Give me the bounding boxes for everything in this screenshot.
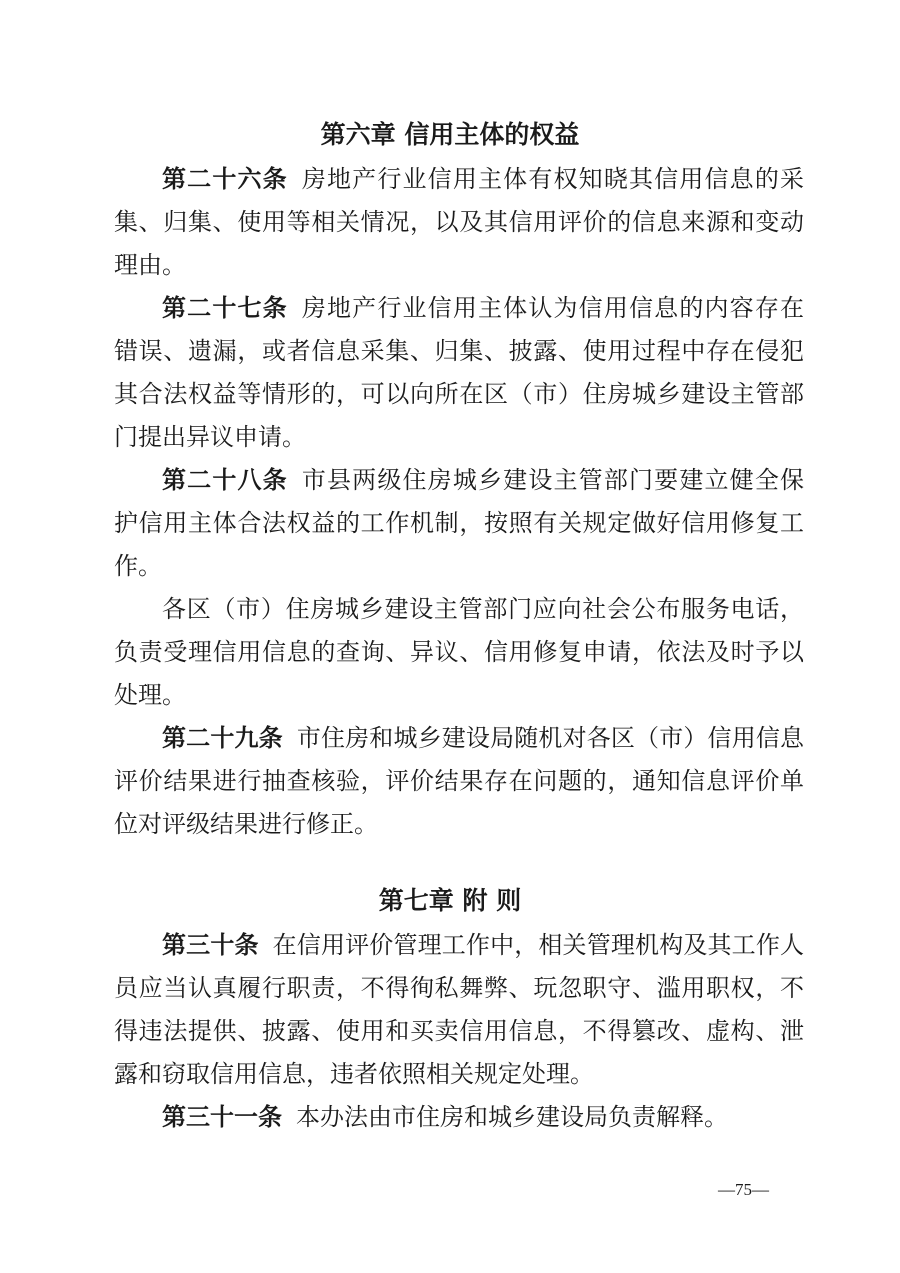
article-31-label: 第三十一条 (162, 1103, 282, 1131)
article-28-line-2: 护信用主体合法权益的工作机制，按照有关规定做好信用修复工 (114, 509, 804, 537)
page-number: —75— (718, 1180, 769, 1199)
article-26-label: 第二十六条 (162, 165, 288, 193)
article-27-label: 第二十七条 (162, 294, 288, 322)
article-29-line-3: 位对评级结果进行修正。 (114, 810, 378, 838)
article-29-line-2: 评价结果进行抽查核验，评价结果存在问题的，通知信息评价单 (114, 767, 804, 795)
article-27-line-4: 门提出异议申请。 (114, 423, 306, 451)
article-28-line-1: 第二十八条 市县两级住房城乡建设主管部门要建立健全保 (162, 466, 805, 494)
article-26-line-1: 第二十六条 房地产行业信用主体有权知晓其信用信息的采 (162, 165, 805, 193)
article-27-line-2: 错误、遗漏，或者信息采集、归集、披露、使用过程中存在侵犯 (114, 337, 804, 365)
chapter-6-heading: 第六章 信用主体的权益 (320, 120, 580, 149)
article-28-para2-line-1: 各区（市）住房城乡建设主管部门应向社会公布服务电话， (162, 595, 804, 623)
article-31-line-1: 第三十一条 本办法由市住房和城乡建设局负责解释。 (162, 1103, 728, 1131)
chapter-7-heading: 第七章 附 则 (378, 886, 522, 915)
article-30-label: 第三十条 (162, 931, 259, 959)
article-28-label: 第二十八条 (162, 466, 288, 494)
article-29-line-1: 第二十九条 市住房和城乡建设局随机对各区（市）信用信息 (162, 724, 805, 752)
article-30-line-2: 员应当认真履行职责，不得徇私舞弊、玩忽职守、滥用职权，不 (114, 974, 804, 1002)
article-30-line-4: 露和窃取信用信息，违者依照相关规定处理。 (114, 1060, 594, 1088)
article-27-line-3: 其合法权益等情形的，可以向所在区（市）住房城乡建设主管部 (114, 380, 804, 408)
article-30-line-1: 第三十条 在信用评价管理工作中，相关管理机构及其工作人 (162, 931, 804, 959)
article-30-line-3: 得违法提供、披露、使用和买卖信用信息，不得篡改、虚构、泄 (114, 1017, 804, 1045)
article-28-para2-line-3: 处理。 (114, 681, 186, 709)
article-26-line-3: 理由。 (114, 251, 186, 279)
article-28-para2-line-2: 负责受理信用信息的查询、异议、信用修复申请，依法及时予以 (114, 638, 804, 666)
article-26-line-2: 集、归集、使用等相关情况，以及其信用评价的信息来源和变动 (114, 208, 804, 236)
article-28-line-3: 作。 (114, 552, 162, 580)
article-29-label: 第二十九条 (162, 724, 283, 752)
article-27-line-1: 第二十七条 房地产行业信用主体认为信用信息的内容存在 (162, 294, 805, 322)
